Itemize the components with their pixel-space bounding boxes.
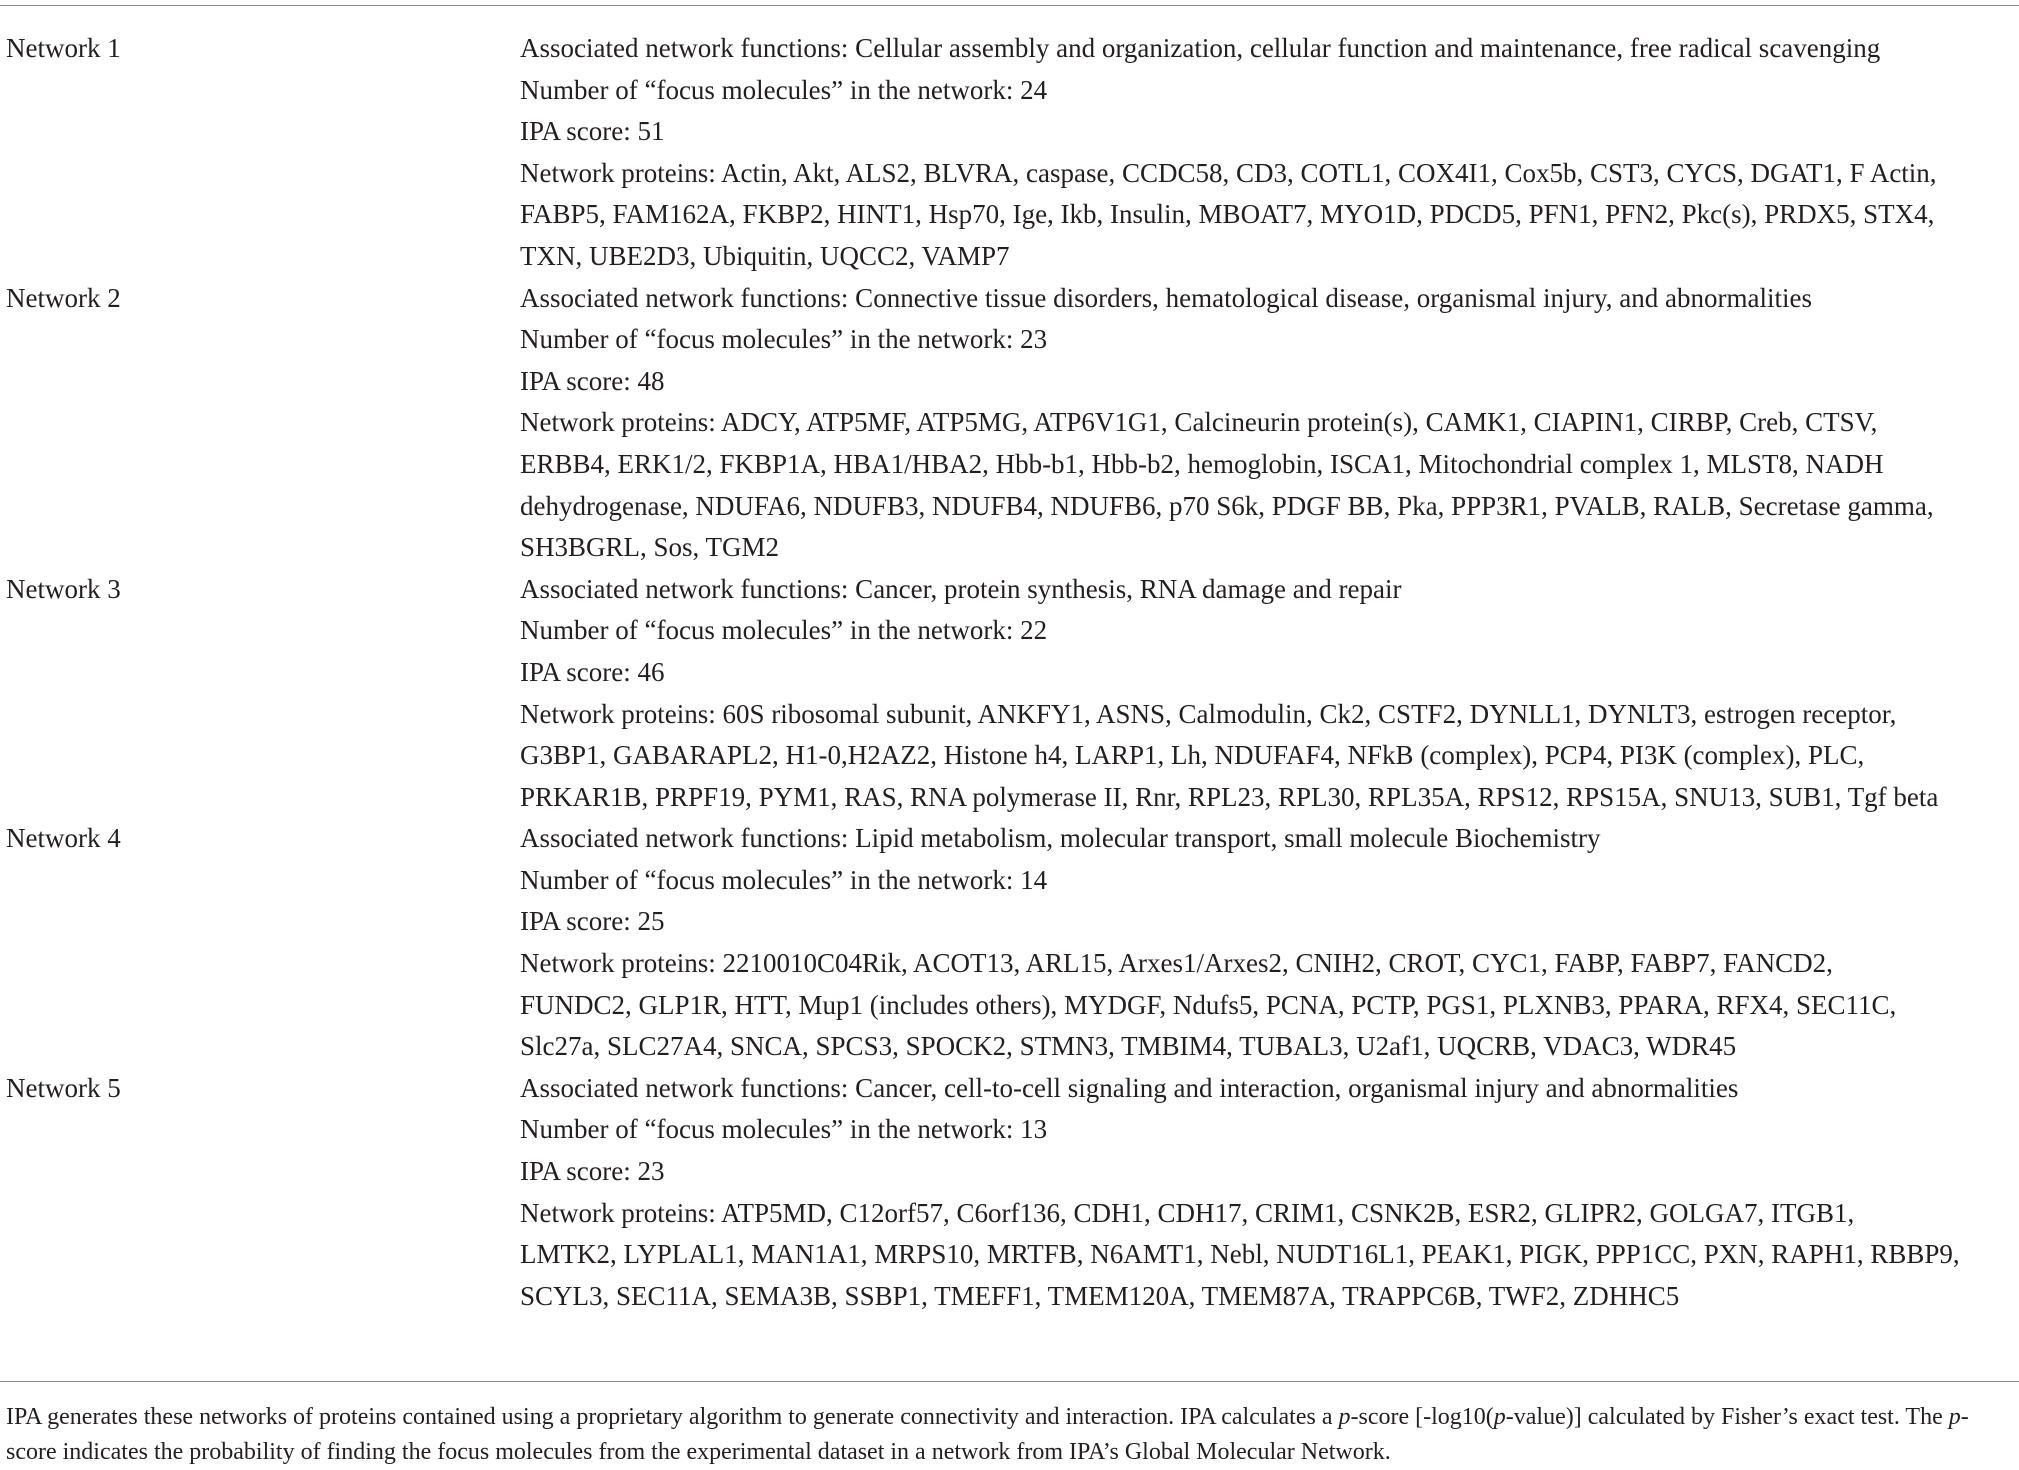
network-proteins-line: TXN, UBE2D3, Ubiquitin, UQCC2, VAMP7	[520, 240, 1010, 271]
network-details	[520, 818, 2010, 1068]
network-proteins-line: Network proteins: ATP5MD, C12orf57, C6orf136, CDH1, CDH17, CRIM1, CSNK2B, ESR2, GLIPR2, GOLGA7, ITGB1,	[520, 1197, 1855, 1228]
table-row	[0, 569, 2019, 819]
network-label: Network 1	[6, 33, 121, 63]
network-proteins-line: Network proteins: 2210010C04Rik, ACOT13, ARL15, Arxes1/Arxes2, CNIH2, CROT, CYC1, FABP, FABP7, FANCD2,	[520, 948, 1833, 979]
network-proteins-line: SCYL3, SEC11A, SEMA3B, SSBP1, TMEFF1, TMEM120A, TMEM87A, TRAPPC6B, TWF2, ZDHHC5	[520, 1280, 1680, 1311]
table-footnote	[6, 1400, 2011, 1470]
table-top-rule	[0, 5, 2019, 6]
focus-molecules-count: Number of “focus molecules” in the network: 23	[520, 324, 1048, 355]
table-row	[0, 278, 2019, 569]
network-details	[520, 278, 2010, 569]
ipa-score: IPA score: 46	[520, 656, 665, 687]
focus-molecules-count: Number of “focus molecules” in the network: 24	[520, 74, 1048, 105]
focus-molecules-count: Number of “focus molecules” in the network: 14	[520, 864, 1048, 895]
network-functions: Associated network functions: Lipid metabolism, molecular transport, small molecule Biochemistry	[520, 823, 1601, 854]
network-label: Network 5	[6, 1072, 121, 1103]
network-label: Network 3	[6, 573, 121, 604]
network-proteins-line: dehydrogenase, NDUFA6, NDUFB3, NDUFB4, NDUFB6, p70 S6k, PDGF BB, Pka, PPP3R1, PVALB, RALB, Secretase gamma,	[520, 490, 1934, 521]
network-table	[0, 28, 2019, 1317]
table-row	[0, 1068, 2019, 1318]
network-proteins-line: LMTK2, LYPLAL1, MAN1A1, MRPS10, MRTFB, N6AMT1, Nebl, NUDT16L1, PEAK1, PIGK, PPP1CC, PXN, RAPH1, RBBP9,	[520, 1239, 1960, 1270]
network-label: Network 4	[6, 823, 121, 854]
network-proteins-line: PRKAR1B, PRPF19, PYM1, RAS, RNA polymerase II, Rnr, RPL23, RPL30, RPL35A, RPS12, RPS15A, SNU13, SUB1, Tgf beta	[520, 781, 1939, 812]
network-proteins-line: FUNDC2, GLP1R, HTT, Mup1 (includes others), MYDGF, Ndufs5, PCNA, PCTP, PGS1, PLXNB3, PPARA, RFX4, SEC11C,	[520, 989, 1897, 1020]
focus-molecules-count: Number of “focus molecules” in the network: 13	[520, 1114, 1048, 1145]
table-row	[0, 818, 2019, 1068]
network-functions: Associated network functions: Cancer, protein synthesis, RNA damage and repair	[520, 573, 1402, 604]
focus-molecules-count: Number of “focus molecules” in the network: 22	[520, 615, 1048, 646]
footnote-italic-p: p	[1948, 1404, 1961, 1430]
ipa-score: IPA score: 23	[520, 1156, 665, 1187]
network-label: Network 2	[6, 282, 121, 313]
footnote-text: IPA generates these networks of proteins contained using a proprietary algorithm to generate connectivity and interaction. IPA calculates a	[6, 1404, 1339, 1430]
network-functions: Associated network functions: Connective tissue disorders, hematological disease, organismal injury, and abnormalities	[520, 282, 1812, 313]
network-functions: Associated network functions: Cellular assembly and organization, cellular function and maintenance, free radical scavenging	[520, 33, 1881, 63]
footnote-text: -value)] calculated by Fisher’s exact test. The	[1505, 1404, 1949, 1430]
network-proteins-line: FABP5, FAM162A, FKBP2, HINT1, Hsp70, Ige, Ikb, Insulin, MBOAT7, MYO1D, PDCD5, PFN1, PFN2, Pkc(s), PRDX5, STX4,	[520, 199, 1935, 230]
network-proteins-line: Network proteins: 60S ribosomal subunit, ANKFY1, ASNS, Calmodulin, Ck2, CSTF2, DYNLL1, DYNLT3, estrogen receptor,	[520, 698, 1897, 729]
footnote-text: -score [-log10(	[1350, 1404, 1494, 1430]
network-proteins-line: ERBB4, ERK1/2, FKBP1A, HBA1/HBA2, Hbb-b1, Hbb-b2, hemoglobin, ISCA1, Mitochondrial complex 1, MLST8, NADH	[520, 448, 1884, 479]
network-proteins-line: Network proteins: ADCY, ATP5MF, ATP5MG, ATP6V1G1, Calcineurin protein(s), CAMK1, CIAPIN1, CIRBP, Creb, CTSV,	[520, 407, 1878, 438]
network-details	[520, 1068, 2010, 1318]
footnote-italic-p: p	[1493, 1404, 1506, 1430]
network-functions: Associated network functions: Cancer, cell-to-cell signaling and interaction, organismal injury and abnormalities	[520, 1072, 1739, 1103]
network-proteins-line: SH3BGRL, Sos, TGM2	[520, 532, 780, 563]
footnote-italic-p: p	[1338, 1404, 1351, 1430]
footnote-text: -score indicates the probability of finding the focus molecules from the experimental dataset in a network from IPA’s Global Molecular Network.	[6, 1404, 1969, 1465]
network-details	[520, 28, 2010, 278]
table-bottom-rule	[0, 1381, 2019, 1382]
network-details	[520, 569, 2010, 819]
network-proteins-line: Network proteins: Actin, Akt, ALS2, BLVRA, caspase, CCDC58, CD3, COTL1, COX4I1, Cox5b, CST3, CYCS, DGAT1, F Actin,	[520, 157, 1937, 188]
network-proteins-line: Slc27a, SLC27A4, SNCA, SPCS3, SPOCK2, STMN3, TMBIM4, TUBAL3, U2af1, UQCRB, VDAC3, WDR45	[520, 1031, 1737, 1062]
table-row	[0, 28, 2019, 278]
ipa-score: IPA score: 48	[520, 365, 665, 396]
network-proteins-line: G3BP1, GABARAPL2, H1-0,H2AZ2, Histone h4, LARP1, Lh, NDUFAF4, NFkB (complex), PCP4, PI3K (complex), PLC,	[520, 740, 1865, 771]
ipa-score: IPA score: 51	[520, 116, 665, 147]
ipa-score: IPA score: 25	[520, 906, 665, 937]
